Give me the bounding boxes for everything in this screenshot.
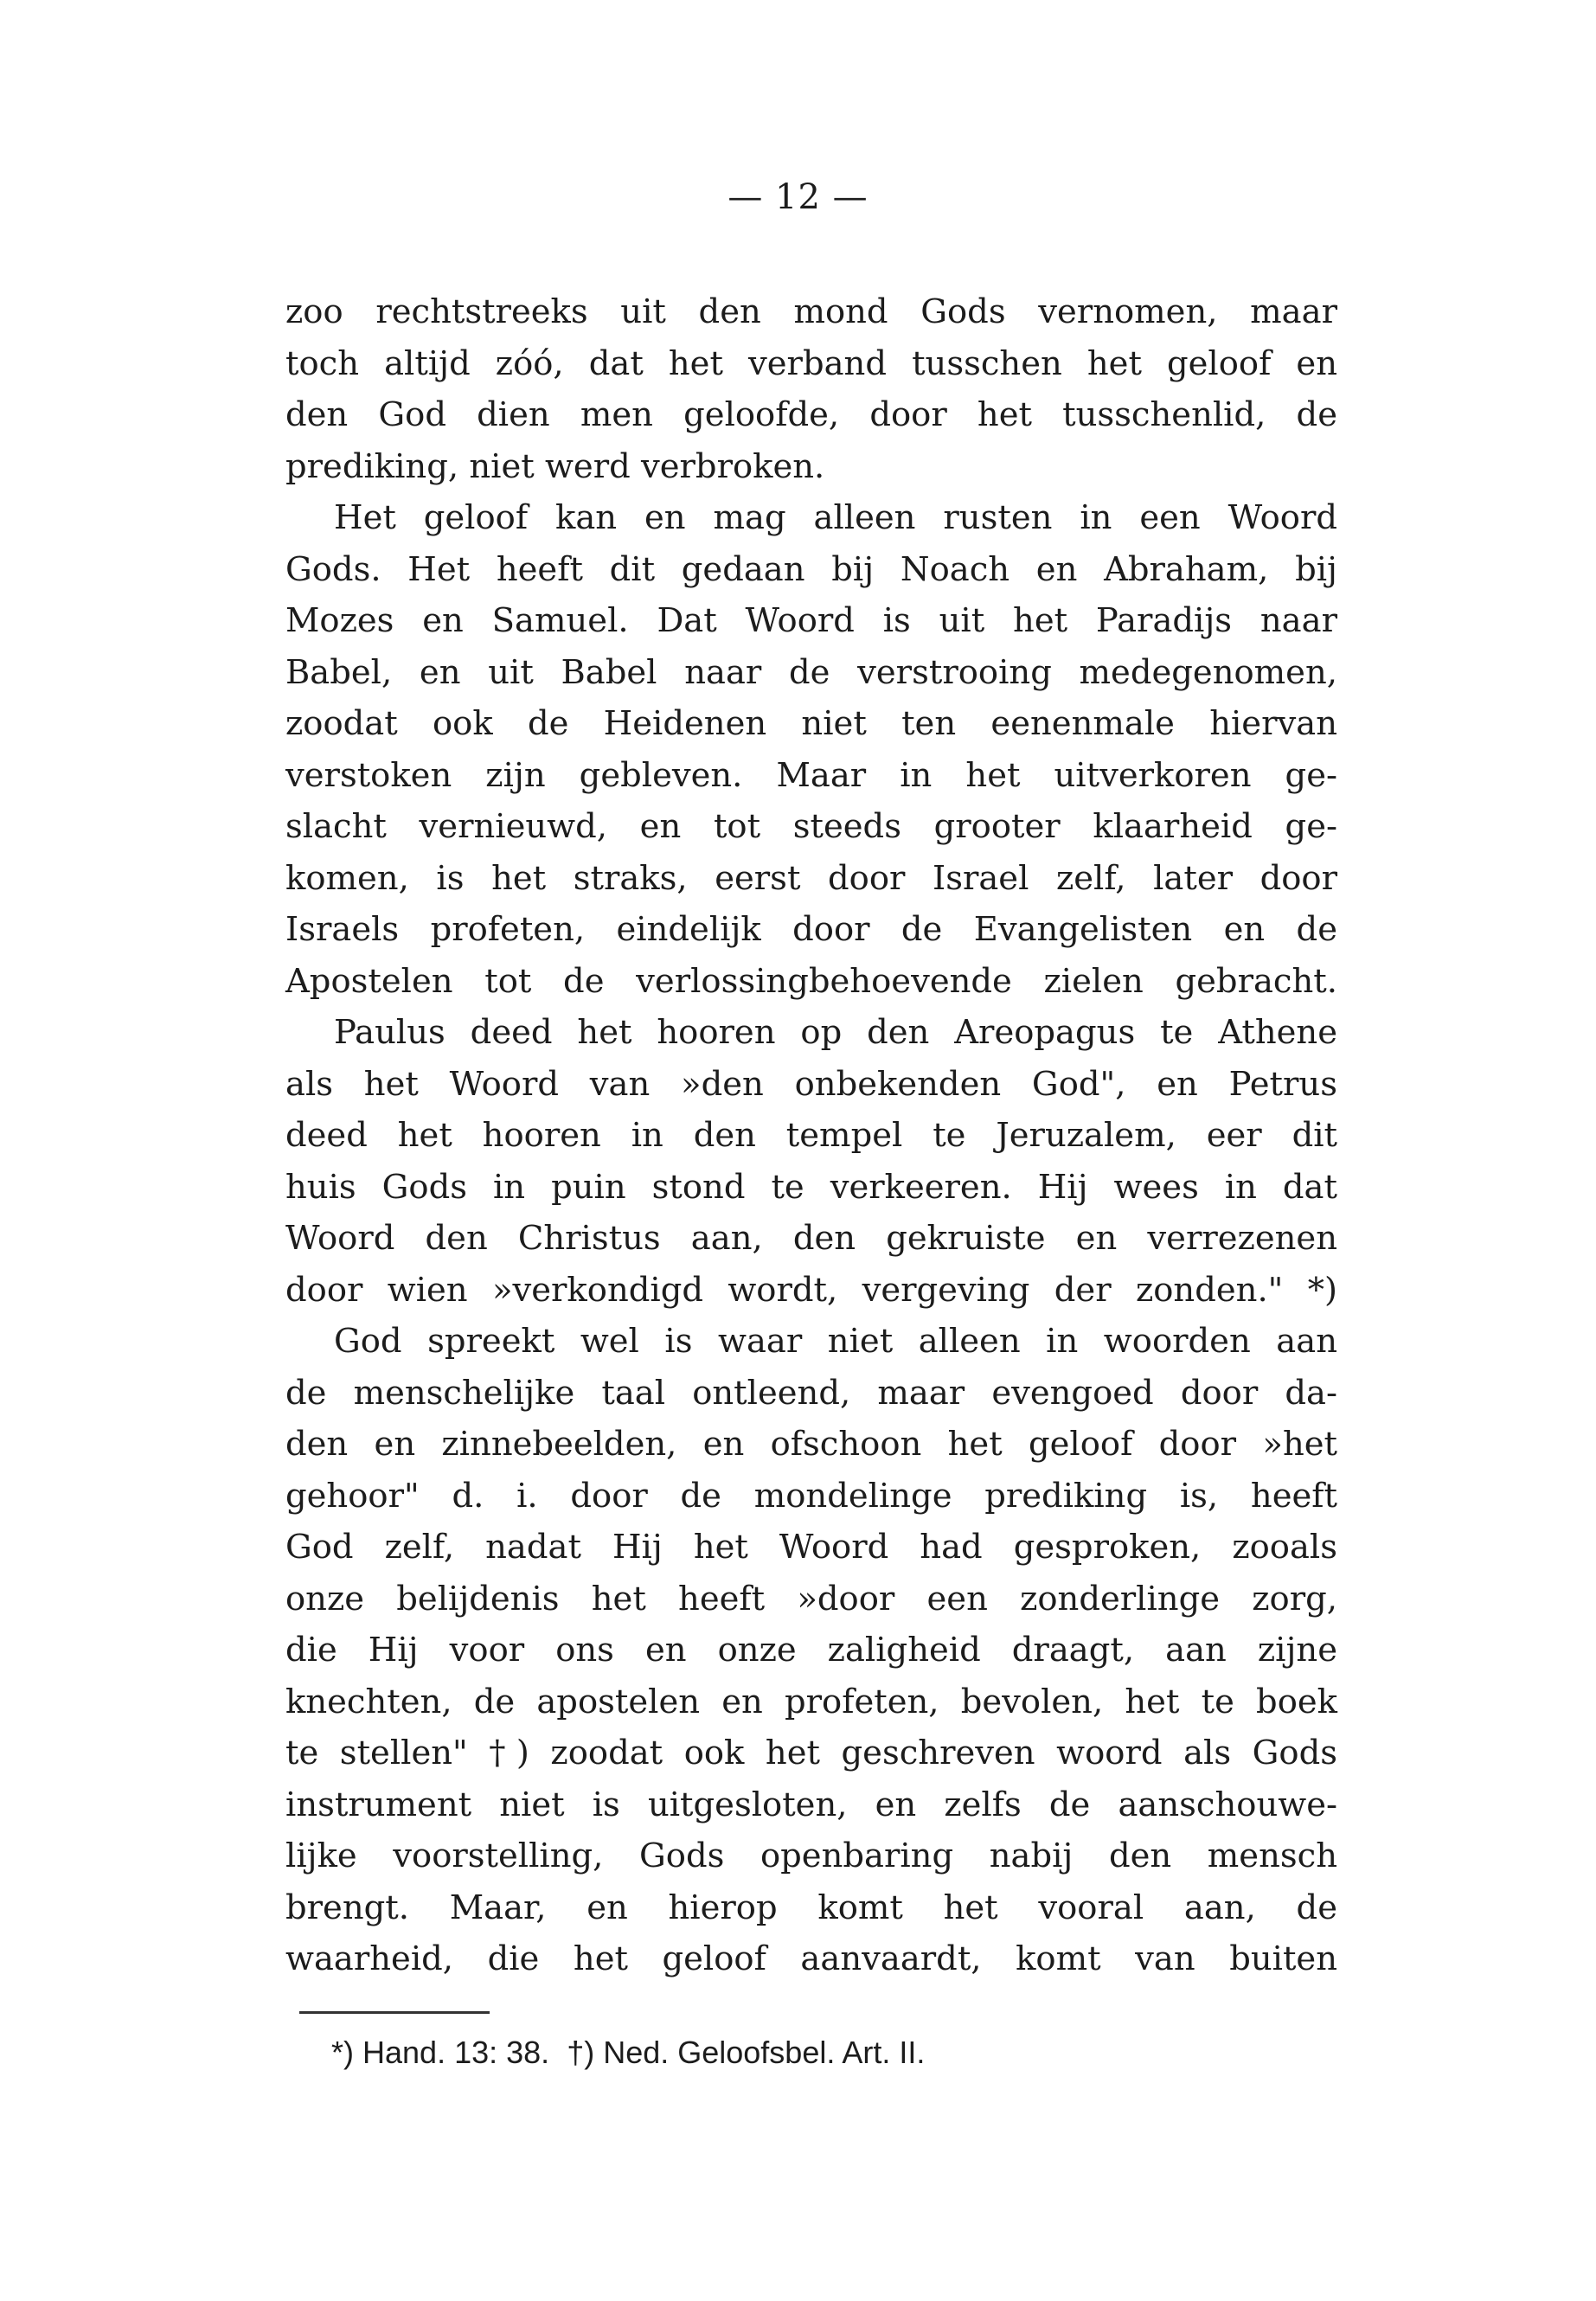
footnote-divider [299,2011,490,2014]
text-line: zoo rechtstreeks uit den mond Gods vernomen, maar [285,292,1337,331]
text-line: Het geloof kan en mag alleen rusten in een Woord [334,498,1337,537]
text-line: Israels profeten, eindelijk door de Evangelisten en de [285,910,1337,949]
paragraph [285,1007,1337,1316]
text-line: Paulus deed het hooren op den Areopagus te Athene [334,1013,1337,1052]
text-line: zoodat ook de Heidenen niet ten eenenmale hiervan [285,704,1337,743]
text-line: God spreekt wel is waar niet alleen in woorden aan [334,1322,1337,1361]
text-line: verstoken zijn gebleven. Maar in het uitverkoren ge- [285,755,1337,795]
text-line: door wien »verkondigd wordt, vergeving der zonden." *) [285,1270,1337,1310]
text-line: deed het hooren in den tempel te Jeruzalem, eer dit [285,1116,1337,1155]
text-line: Mozes en Samuel. Dat Woord is uit het Paradijs naar [285,601,1337,640]
text-line: slacht vernieuwd, en tot steeds grooter klaarheid ge- [285,807,1337,846]
page-number: — 12 — [727,177,869,217]
paragraph [285,492,1337,1007]
text-line: de menschelijke taal ontleend, maar evengoed door da- [285,1373,1337,1413]
text-line: knechten, de apostelen en profeten, bevolen, het te boek [285,1682,1337,1721]
text-line: Babel, en uit Babel naar de verstrooing medegenomen, [285,652,1337,692]
paragraph [285,1316,1337,1985]
text-line: Apostelen tot de verlossingbehoevende zielen gebracht. [285,961,1337,1001]
text-line: prediking, niet werd verbroken. [285,446,825,486]
text-line: te stellen" †) zoodat ook het geschreven woord als Gods [285,1734,1337,1772]
text-line: huis Gods in puin stond te verkeeren. Hij wees in dat [285,1167,1337,1207]
text-line: gehoor" d. i. door de mondelinge prediking is, heeft [285,1476,1337,1516]
text-line: Gods. Het heeft dit gedaan bij Noach en Abraham, bij [285,549,1337,589]
body-text [285,286,1337,1985]
footnote: †) Ned. Geloofsbel. Art. II. [567,2035,926,2070]
text-line: komen, is het straks, eerst door Israel zelf, later door [285,858,1337,898]
footnote: *) Hand. 13: 38. [331,2035,550,2070]
text-line: die Hij voor ons en onze zaligheid draagt, aan zijne [285,1631,1337,1670]
text-line: waarheid, die het geloof aanvaardt, komt van buiten [285,1939,1337,1978]
text-line: lijke voorstelling, Gods openbaring nabij den mensch [285,1836,1337,1875]
text-line: brengt. Maar, en hierop komt het vooral aan, de [285,1888,1337,1927]
text-line: toch altijd zóó, dat het verband tusschen het geloof en [285,343,1337,383]
paragraph [285,286,1337,492]
text-line: den en zinnebeelden, en ofschoon het geloof door »het [285,1425,1337,1464]
text-line: Woord den Christus aan, den gekruiste en verrezenen [285,1219,1337,1258]
text-line: God zelf, nadat Hij het Woord had gesproken, zooals [285,1528,1337,1567]
text-line: als het Woord van »den onbekenden God", en Petrus [285,1064,1337,1104]
footnotes [331,2031,933,2074]
text-line: instrument niet is uitgesloten, en zelfs de aanschouwe- [285,1785,1337,1824]
text-line: onze belijdenis het heeft »door een zonderlinge zorg, [285,1579,1337,1618]
text-line: den God dien men geloofde, door het tusschenlid, de [285,395,1337,434]
